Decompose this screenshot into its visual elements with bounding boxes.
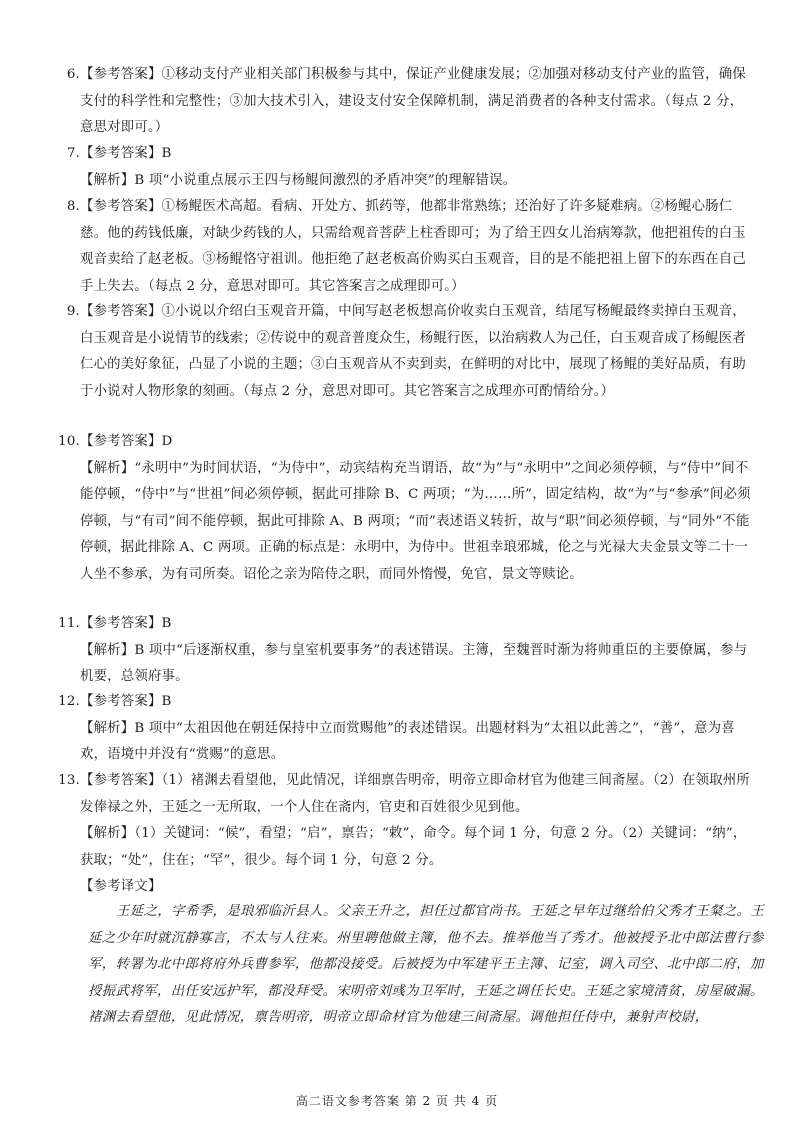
answer-analysis: 【解析】B 项中“太祖因他在朝廷保持中立而赏赐他”的表述错误。出题材料为“太祖以此善之”，“善”，意为喜欢，语境中并没有“赏赐”的意思。 [80, 720, 735, 762]
question-number: 9. [66, 304, 80, 319]
question-9 [44, 299, 756, 405]
reference-answer: 【参考答案】①杨鲲医术高超。看病、开处方、抓药等，他都非常熟练；还治好了许多疑难病。②杨鲲心肠仁慈。他的药钱低廉，对缺少药钱的人，只需给观音菩萨上柱香即可；为了给王四女儿治病筹款，他把祖传的白玉观音卖给了赵老板。③杨鲲恪守祖训。他拒绝了赵老板高价购买白玉观音，目的是不能把祖上留下的东西在自己手上失去。（每点 2 分，意思对即可。其它答案言之成理即可。） [80, 199, 746, 294]
question-6 [44, 62, 756, 142]
reference-answer: 【参考答案】B [80, 146, 172, 161]
question-13 [44, 768, 756, 901]
question-8 [44, 194, 756, 300]
question-number: 7. [66, 146, 80, 161]
question-number: 8. [66, 199, 80, 214]
answer-analysis: 【解析】“永明中”为时间状语，“为侍中”，动宾结构充当谓语，故“为”与“永明中”之间必须停顿，与“侍中”间不能停顿，“侍中”与“世祖”间必须停顿，据此可排除 B、C 两项；“为……所”，固定结构，故“为”与“参承”间必须停顿，与“有司”间不能停顿，据此可排除 A、B 两项；“而”表述语义转折，故与“职”间必须停顿，与“同外”不能停顿，据此排除 A、C 两项。正确的标点是：永明中，为侍中。世祖幸琅邪城，伦之与光禄大夫金景文等二十一人坐不参承，为有司所奏。诏伦之亲为陪侍之职，而同外惰慢，免官，景文等赎论。 [80, 460, 751, 582]
question-12 [44, 689, 756, 769]
question-number: 11. [58, 616, 80, 631]
reference-answer: 【参考答案】①移动支付产业相关部门积极参与其中，保证产业健康发展；②加强对移动支付产业的监管，确保支付的科学性和完整性；③加大技术引入，建设支付安全保障机制，满足消费者的各种支付需求。（每点 2 分，意思对即可。） [80, 67, 746, 135]
question-number: 12. [58, 694, 80, 709]
reference-answer: 【参考答案】B [80, 694, 172, 709]
reference-answer: 【参考答案】B [80, 616, 172, 631]
question-10 [44, 429, 756, 588]
answer-analysis: 【解析】B 项中“后逐渐权重，参与皇室机要事务”的表述错误。主簿，至魏晋时渐为将帅重臣的主要僚属，参与机要，总领府事。 [80, 642, 748, 684]
question-number: 6. [66, 67, 80, 82]
question-number: 13. [58, 773, 80, 788]
question-11 [44, 611, 756, 691]
reference-translation [88, 899, 768, 1032]
page-footer: 高二语文参考答案 第 2 页 共 4 页 [295, 1094, 499, 1108]
answer-analysis: 【解析】（1）关键词：“候”，看望；“启”，禀告；“敕”，命令。每个词 1 分，句意 2 分。（2）关键词：“纳”，获取；“处”，住在；“罕”，很少。每个词 1 分，句意 2 分。 [80, 826, 747, 868]
reference-answer: 【参考答案】D [80, 434, 173, 449]
reference-answer: 【参考答案】（1）褚渊去看望他，见此情况，详细禀告明帝，明帝立即命材官为他建三间斋屋。（2）在领取州所发俸禄之外，王延之一无所取，一个人住在斋内，官吏和百姓很少见到他。 [80, 773, 750, 815]
answer-analysis: 【解析】B 项“小说重点展示王四与杨鲲间激烈的矛盾冲突”的理解错误。 [80, 172, 517, 188]
translation-paragraph: 王延之，字希季，是琅邪临沂县人。父亲王升之，担任过都官尚书。王延之早年过继给伯父秀才王粲之。王延之少年时就沉静寡言，不太与人往来。州里聘他做主簿，他不去。推举他当了秀才。他被授予北中郎法曹行参军，转署为北中郎将府外兵曹参军，他都没接受。后被授为中军建平王主簿、记室，调入司空、北中郎二府，加授振武将军，出任安远护军，都没拜受。宋明帝刘彧为卫军时，王延之调任长史。王延之家境清贫，房屋破漏。褚渊去看望他，见此情况，禀告明帝，明帝立即命材官为他建三间斋屋。调他担任侍中，兼射声校尉， [88, 904, 765, 1025]
translation-heading: 【参考译文】 [80, 879, 162, 894]
question-number: 10. [58, 434, 80, 449]
question-7 [44, 141, 756, 194]
reference-answer: 【参考答案】①小说以介绍白玉观音开篇，中间写赵老板想高价收卖白玉观音，结尾写杨鲲最终卖掉白玉观音，白玉观音是小说情节的线索；②传说中的观音普度众生，杨鲲行医，以治病救人为己任，白玉观音成了杨鲲医者仁心的美好象征，凸显了小说的主题；③白玉观音从不卖到卖，在鲜明的对比中，展现了杨鲲的美好品质，有助于小说对人物形象的刻画。（每点 2 分，意思对即可。其它答案言之成理亦可酌情给分。） [80, 304, 746, 399]
